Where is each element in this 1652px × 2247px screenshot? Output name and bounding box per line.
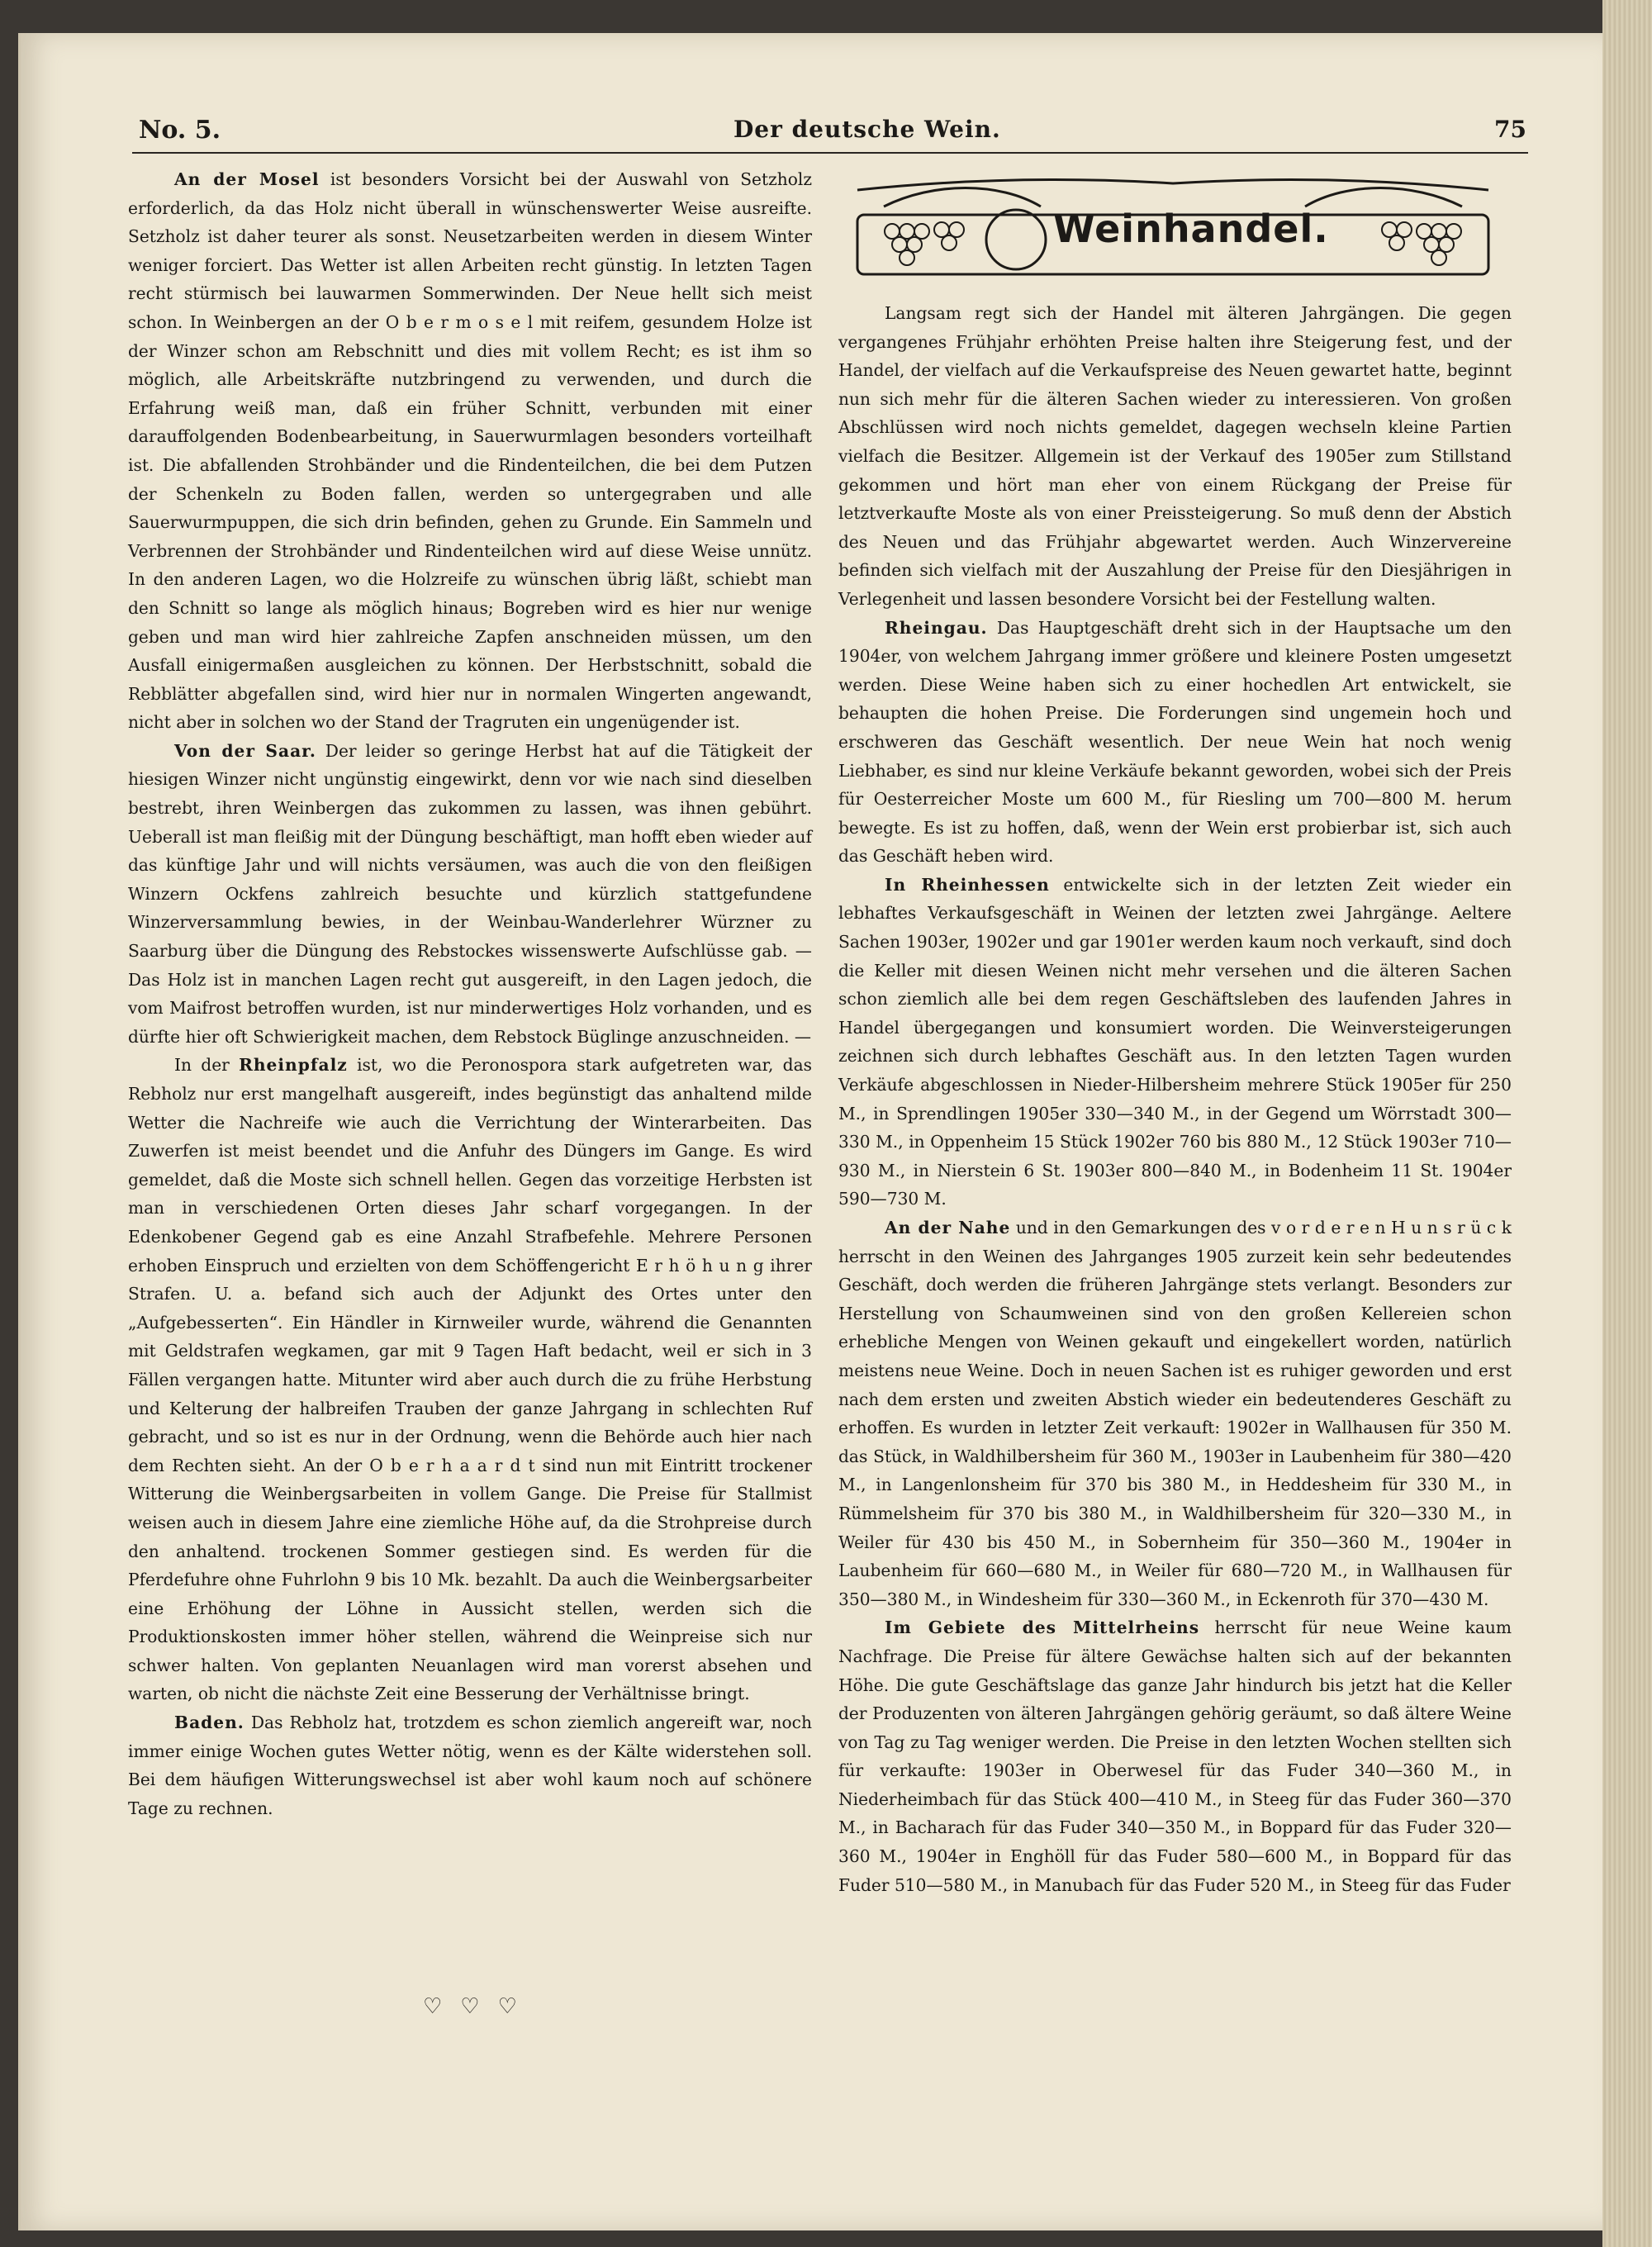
issue-number: No. 5. [139, 116, 221, 145]
article-rheinpfalz [128, 1051, 812, 1708]
publication-title: Der deutsche Wein. [733, 116, 1001, 143]
article-rheinhessen [838, 871, 1512, 1214]
heading-nahe: An der Nahe [885, 1218, 1011, 1238]
text-baden: Das Rebholz hat, trotzdem es schon ziemlich angereift war, noch immer einige Wochen gutes Wetter nötig, wenn es der Kälte widerstehen soll. Bei dem häufigen Witterungswechsel ist aber wohl kaum noch auf schönere Tage zu rechnen. [128, 1713, 812, 1818]
text-saar: Der leider so geringe Herbst hat auf die Tätigkeit der hiesigen Winzer nicht ungünstig eingewirkt, denn vor wie nach sind dieselben bestrebt, ihren Weinbergen das zukommen zu lassen, was ihnen gebührt. Ueberall ist man fleißig mit der Düngung beschäftigt, man hofft eben wieder auf das künftige Jahr und will nichts versäumen, was auch die von den fleißigen Winzern Ockfens zahlreich besuchte und kürzlich stattgefundene Winzerversammlung bewies, in der Weinbau-Wanderlehrer Würzner zu Saarburg über die Düngung des Rebstockes wissenswerte Aufschlüsse gab. — Das Holz ist in manchen Lagen recht gut ausgereift, in den Lagen jedoch, die vom Maifrost betroffen wurden, ist nur minderwertiges Holz vorhanden, und es dürfte hier oft Schwierigkeit machen, dem Rebstock Büglinge anzuschneiden. — [128, 740, 812, 1047]
heading-rheinhessen: In Rheinhessen [885, 874, 1050, 895]
page-number: 75 [1494, 116, 1526, 143]
heading-mittelrhein: Im Gebiete des Mittelrheins [885, 1618, 1200, 1638]
page-edges [1602, 0, 1652, 2247]
article-baden [128, 1708, 812, 1822]
heading-saar: Von der Saar. [174, 740, 316, 761]
article-mosel [128, 165, 812, 737]
text-nahe: und in den Gemarkungen des v o r d e r e n H u n s r ü c k herrscht in den Weinen des Jahrganges 1905 zurzeit kein sehr bedeutendes Geschäft, doch werden die früheren Jahrgänge stets verlangt. Besonders zur Herstellung von Schaumweinen sind von den großen Kellereien schon erhebliche Mengen von Weinen gekauft und eingekellert worden, natürlich meistens neue Weine. Doch in neuen Sachen ist es ruhiger geworden und erst nach dem ersten und zweiten Abstich wieder ein bedeutenderes Geschäft zu erhoffen. Es wurden in letzter Zeit verkauft: 1902er in Wallhausen für 350 M. das Stück, in Waldhilbersheim für 360 M., 1903er in Laubenheim für 380—420 M., in Langenlonsheim für 370 bis 380 M., in Heddesheim für 330 M., in Rümmelsheim für 370 bis 380 M., in Waldhilbersheim für 320—330 M., in Weiler für 430 bis 450 M., in Sobernheim für 350—360 M., 1904er in Laubenheim für 660—680 M., in Weiler für 680—720 M., in Wallhausen für 350—380 M., in Windesheim für 330—360 M., in Eckenroth für 370—430 M. [838, 1218, 1512, 1609]
running-header [139, 116, 1526, 149]
article-weinhandel-intro: Langsam regt sich der Handel mit älteren Jahrgängen. Die gegen vergangenes Frühjahr erhöhten Preise halten ihre Steigerung fest, und der Handel, der vielfach auf die Verkaufspreise des Neuen gewartet hatte, beginnt nun sich mehr für die älteren Sachen wieder zu interessieren. Von großen Abschlüssen wird noch nichts gemeldet, dagegen wechseln kleine Partien vielfach die Besitzer. Allgemein ist der Verkauf des 1905er zum Stillstand gekommen und hört man eher von einem Rückgang der Preise für letztverkaufte Moste als von einer Preissteigerung. So muß denn der Abstich des Neuen und das Frühjahr abgewartet werden. Auch Winzervereine befinden sich vielfach mit der Auszahlung der Preise für den Diesjährigen in Verlegenheit und lassen besondere Vorsicht bei der Festellung walten. [838, 303, 1512, 609]
heading-rheingau: Rheingau. [885, 617, 988, 638]
heading-mosel: An der Mosel [174, 169, 320, 189]
right-column [838, 299, 1512, 1899]
end-ornament: ♡♡♡ [423, 1994, 535, 2019]
text-rheinhessen: entwickelte sich in der letzten Zeit wieder ein lebhaftes Verkaufsgeschäft in Weinen der letzten zwei Jahrgänge. Aeltere Sachen 1903er, 1902er und gar 1901er werden kaum noch verkauft, sind doch die Keller mit diesen Weinen nicht mehr versehen und die älteren Sachen schon ziemlich alle bei dem regen Geschäftsleben des laufenden Jahres in Handel übergegangen und konsumiert worden. Die Weinversteigerungen zeichnen sich durch lebhaftes Geschäft aus. In den letzten Tagen wurden Verkäufe abgeschlossen in Nieder-Hilbersheim mehrere Stück 1905er für 250 M., in Sprendlingen 1905er 330—340 M., in der Gegend um Wörrstadt 300—330 M., in Oppenheim 15 Stück 1902er 760 bis 880 M., 12 Stück 1903er 710—930 M., in Nierstein 6 St. 1903er 800—840 M., in Bodenheim 11 St. 1904er 590—730 M. [838, 874, 1512, 1209]
text-rheingau: Das Hauptgeschäft dreht sich in der Hauptsache um den 1904er, von welchem Jahrgang immer größere und kleinere Posten umgesetzt werden. Diese Weine haben sich zu einer hochedlen Art entwickelt, sie behaupten die hohen Preise. Die Forderungen sind ungemein hoch und erschweren das Geschäft wesentlich. Der neue Wein hat noch wenig Liebhaber, es sind nur kleine Verkäufe bekannt geworden, wobei sich der Preis für Oesterreicher Moste um 600 M., für Riesling um 700—800 M. herum bewegte. Es ist zu hoffen, daß, wenn der Wein erst probierbar ist, sich auch das Geschäft heben wird. [838, 617, 1512, 867]
article-mittelrhein [838, 1613, 1512, 1899]
text-rheinpfalz: ist, wo die Peronospora stark aufgetreten war, das Rebholz nur erst mangelhaft ausgereift, indes begünstigt das anhaltend milde Wetter die Nachreife wie auch die Verrichtung der Winterarbeiten. Das Zuwerfen ist meist beendet und die Anfuhr des Düngers im Gange. Es wird gemeldet, daß die Moste sich schnell hellen. Gegen das vorzeitige Herbsten ist man in verschiedenen Orten dieses Jahr scharf vorgegangen. In der Edenkobener Gegend gab es eine Anzahl Strafbefehle. Mehrere Personen erhoben Einspruch und erzielten von dem Schöffengericht E r h ö h u n g ihrer Strafen. U. a. befand sich auch der Adjunkt des Ortes unter den „Aufgebesserten“. Ein Händler in Kirnweiler wurde, während die Genannten mit Geldstrafen wegkamen, gar mit 9 Tagen Haft bedacht, weil er sich in 3 Fällen vergangen hatte. Mitunter wird aber auch durch die zu frühe Herbstung und Kelterung der halbreifen Trauben der ganze Jahrgang in schlechten Ruf gebracht, und so ist es nur in der Ordnung, wenn die Behörde auch hier nach dem Rechten sieht. An der O b e r h a a r d t sind nun mit Eintritt trockener Witterung die Weinbergsarbeiten in vollem Gange. Die Preise für Stallmist weisen auch in diesem Jahre eine ziemliche Höhe auf, da die Strohpreise durch den anhaltend. trockenen Sommer gestiegen sind. Es werden für die Pferdefuhre ohne Fuhrlohn 9 bis 10 Mk. bezahlt. Da auch die Weinbergsarbeiter eine Erhöhung der Löhne in Aussicht stellen, werden sich die Produktionskosten immer höher stellen, während die Weinpreise sich nur schwer halten. Von geplanten Neuanlagen wird man vorerst absehen und warten, ob nicht die nächste Zeit eine Besserung der Verhältnisse bringt. [128, 1055, 812, 1704]
section-title: Weinhandel. [1053, 207, 1329, 251]
text-rheinpfalz-intro: In der [174, 1055, 240, 1076]
article-nahe [838, 1214, 1512, 1613]
heading-rheinpfalz: Rheinpfalz [239, 1055, 348, 1076]
article-saar [128, 737, 812, 1052]
section-vignette [851, 173, 1495, 293]
left-column [128, 165, 812, 1822]
heading-baden: Baden. [174, 1713, 244, 1733]
text-mosel: ist besonders Vorsicht bei der Auswahl von Setzholz erforderlich, da das Holz nicht überall in wünschenswerter Weise ausreifte. Setzholz ist daher teurer als sonst. Neusetzarbeiten werden in diesem Winter weniger forciert. Das Wetter ist allen Arbeiten recht günstig. In letzten Tagen recht stürmisch bei lauwarmen Sommerwinden. Der Neue hellt sich meist schon. In Weinbergen an der O b e r m o s e l mit reifem, gesundem Holze ist der Winzer schon am Rebschnitt und dies mit vollem Recht; es ist ihm so möglich, alle Arbeitskräfte nutzbringend zu verwenden, und durch die Erfahrung weiß man, daß ein früher Schnitt, verbunden mit einer darauffolgenden Bodenbearbeitung, in Sauerwurmlagen besonders vorteilhaft ist. Die abfallenden Strohbänder und die Rindenteilchen, die bei dem Putzen der Schenkeln zu Boden fallen, werden so untergegraben und alle Sauerwurmpuppen, die sich drin befinden, gehen zu Grunde. Ein Sammeln und Verbrennen der Strohbänder und Rindenteilchen wird auf diese Weise unnütz. In den anderen Lagen, wo die Holzreife zu wünschen übrig läßt, schiebt man den Schnitt so lange als möglich hinaus; Bogreben wird es hier nur wenige geben und man wird hier zahlreiche Zapfen anschneiden müssen, um den Ausfall einigermaßen ausgleichen zu können. Der Herbstschnitt, sobald die Rebblätter abgefallen sind, wird hier nur in normalen Wingerten angewandt, nicht aber in solchen wo der Stand der Tragruten ein ungenügender ist. [128, 169, 813, 733]
header-rule [132, 152, 1528, 154]
article-rheingau [838, 614, 1512, 871]
text-mittelrhein: herrscht für neue Weine kaum Nachfrage. Die Preise für ältere Gewächse halten sich auf der bekannten Höhe. Die gute Geschäftslage das ganze Jahr hindurch bis jetzt hat die Keller der Produzenten von älteren Jahrgängen gehörig geräumt, so daß ältere Weine von Tag zu Tag weniger werden. Die Preise in den letzten Wochen stellten sich für verkaufte: 1903er in Oberwesel für das Fuder 340—360 M., in Niederheimbach für das Stück 400—410 M., in Steeg für das Fuder 360—370 M., in Bacharach für das Fuder 340—350 M., in Boppard für das Fuder 320—360 M., 1904er in Enghöll für das Fuder 580—600 M., in Boppard für das Fuder 510—580 M., in Manubach für das Fuder 520 M., in Steeg für das Fuder [838, 1618, 1512, 1895]
